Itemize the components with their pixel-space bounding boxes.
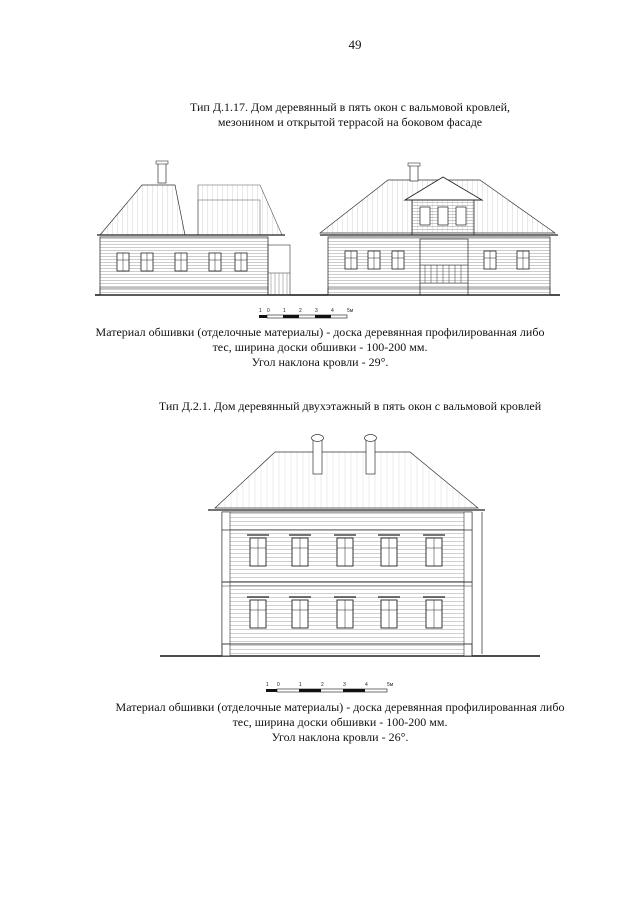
section2-caption-line1: Материал обшивки (отделочные материалы) - доска деревянная профилированная либо <box>115 700 565 714</box>
section2-caption-line3: Угол наклона кровли - 26°. <box>271 730 409 744</box>
scale-label-6: 5м <box>347 308 354 314</box>
section1-title <box>140 100 560 130</box>
house-d21-elevation-drawing <box>0 430 640 665</box>
page-number: 49 <box>348 37 362 52</box>
section2-title: Тип Д.2.1. Дом деревянный двухэтажный в пять окон с вальмовой кровлей <box>158 399 542 413</box>
section1-title-line2: мезонином и открытой террасой на боковом фасаде <box>217 115 483 129</box>
main-facade <box>320 163 558 295</box>
scale-label-6: 5м <box>387 682 394 688</box>
scale-label-5: 4 <box>365 682 368 688</box>
scale-label-2: 1 <box>283 308 286 314</box>
section1-caption-line3: Угол наклона кровли - 29°. <box>251 355 389 369</box>
section1-caption-line2: тес, ширина доски обшивки - 100-200 мм. <box>212 340 428 354</box>
scale-label-2: 1 <box>299 682 302 688</box>
section1-scale-bar <box>255 305 375 325</box>
section1-title-line1: Тип Д.1.17. Дом деревянный в пять окон с вальмовой кровлей, <box>189 100 511 114</box>
scale-label-3: 2 <box>299 308 302 314</box>
scale-label-4: 3 <box>343 682 346 688</box>
section2-caption-line2: тес, ширина доски обшивки - 100-200 мм. <box>232 715 448 729</box>
scale-label-4: 3 <box>315 308 318 314</box>
scale-bar-ticks <box>259 315 347 318</box>
scale-label-5: 4 <box>331 308 334 314</box>
scale-label-1: 0 <box>277 682 280 688</box>
section2-scale-bar <box>262 678 402 700</box>
section1-caption-line1: Материал обшивки (отделочные материалы) - доска деревянная профилированная либо <box>95 325 545 339</box>
section1-caption <box>80 325 560 370</box>
house-d117-elevation-drawing <box>0 155 640 300</box>
scale-label-0: 1 <box>259 308 262 314</box>
scale-label-3: 2 <box>321 682 324 688</box>
section2-caption <box>80 700 600 745</box>
scale-label-1: 0 <box>267 308 270 314</box>
scale-label-0: 1 <box>266 682 269 688</box>
scale-bar-ticks <box>266 689 387 692</box>
side-facade <box>97 161 290 295</box>
